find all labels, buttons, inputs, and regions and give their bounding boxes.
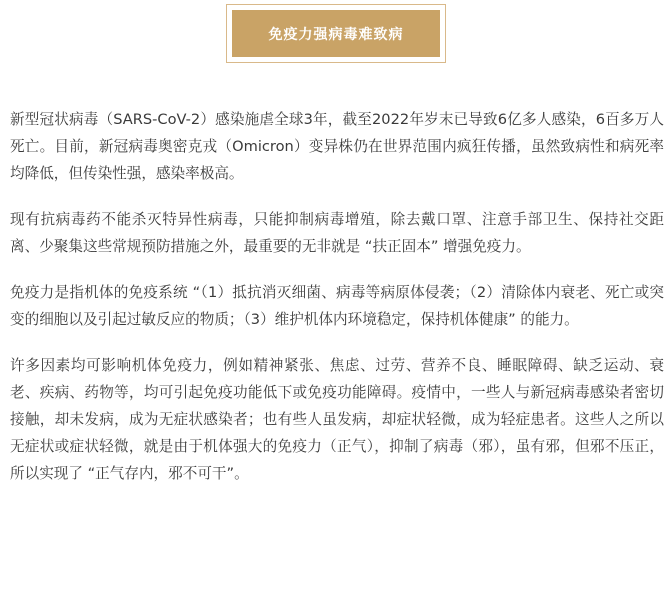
title-banner	[232, 10, 440, 57]
paragraph-covid-overview: 新型冠状病毒（SARS-CoV-2）感染施虐全球3年，截至2022年岁末已导致6亿多人感染，6百多万人死亡。目前，新冠病毒奥密克戎（Omicron）变异株仍在世界范围内疯狂传播，虽然致病性和病死率均降低，但传染性强，感染率极高。	[10, 111, 664, 182]
banner-title: 免疫力强病毒难致病	[268, 26, 404, 43]
article-body	[10, 106, 664, 506]
title-banner-frame	[226, 4, 446, 63]
paragraph-immunity-definition: 免疫力是指机体的免疫系统 “（1）抵抗消灭细菌、病毒等病原体侵袭；（2）清除体内衰老、死亡或突变的细胞以及引起过敏反应的物质；（3）维护机体内环境稳定，保持机体健康” 的能力。	[10, 284, 664, 328]
paragraph-immunity-factors: 许多因素均可影响机体免疫力，例如精神紧张、焦虑、过劳、营养不良、睡眠障碍、缺乏运动、衰老、疾病、药物等，均可引起免疫功能低下或免疫功能障碍。疫情中，一些人与新冠病毒感染者密切接触，却未发病，成为无症状感染者；也有些人虽发病，却症状轻微，成为轻症患者。这些人之所以无症状或症状轻微，就是由于机体强大的免疫力（正气），抑制了病毒（邪），虽有邪，但邪不压正，所以实现了 “正气存内，邪不可干”。	[10, 357, 664, 482]
paragraph-prevention: 现有抗病毒药不能杀灭特异性病毒，只能抑制病毒增殖，除去戴口罩、注意手部卫生、保持社交距离、少聚集这些常规预防措施之外，最重要的无非就是 “扶正固本” 增强免疫力。	[10, 211, 664, 255]
